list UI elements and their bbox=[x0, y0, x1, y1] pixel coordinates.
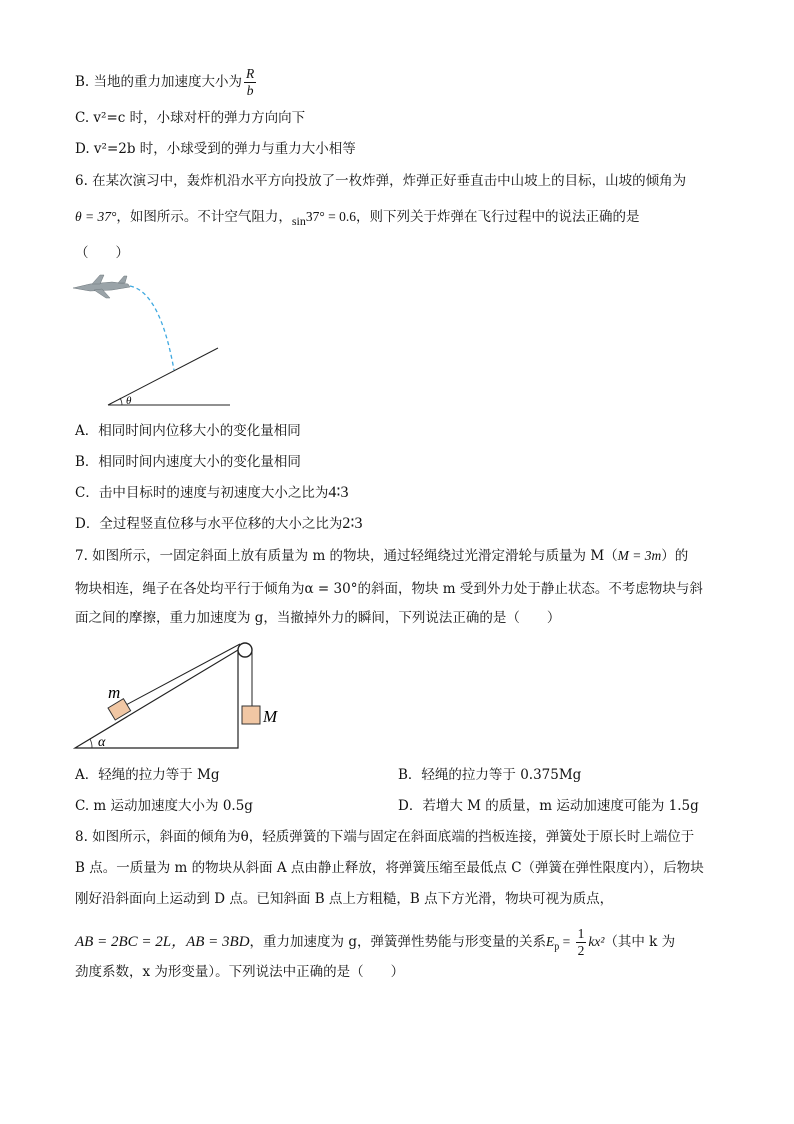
q8-equation-2: AB = 3BD bbox=[186, 934, 250, 950]
pulley-icon bbox=[238, 643, 252, 657]
q8-equation-1: AB = 2BC = 2L， bbox=[75, 934, 187, 950]
q6-option-d-text: D．全过程竖直位移与水平位移的大小之比为 bbox=[75, 516, 343, 532]
q6-option-d bbox=[75, 515, 363, 533]
q6-stem-mid: ，如图所示。不计空气阻力， bbox=[116, 209, 292, 225]
q5-option-b-fraction bbox=[244, 66, 256, 99]
q7-figure bbox=[70, 636, 300, 756]
slope-line bbox=[108, 348, 218, 405]
q6-theta-expression: θ = 37° bbox=[75, 209, 117, 224]
q8-stem-line4-end: （其中 k 为 bbox=[604, 934, 676, 950]
q7-figure-M-label: M bbox=[263, 707, 278, 726]
q7-stem-line1-b: ）的 bbox=[661, 548, 689, 564]
fraction-denominator: 2 bbox=[577, 943, 585, 958]
q5-option-b bbox=[75, 66, 258, 99]
q8-ep-subscript: p bbox=[554, 941, 560, 953]
q6-option-c bbox=[75, 484, 349, 502]
q8-half-fraction bbox=[576, 926, 587, 959]
q8-stem-line3: 刚好沿斜面向上运动到 D 点。已知斜面 B 点上方粗糙，B 点下方光滑，物块可视为质点， bbox=[75, 891, 614, 907]
q7-stem-line1-a: 7. 如图所示，一固定斜面上放有质量为 m 的物块，通过轻绳绕过光滑定滑轮与质量为 M（ bbox=[75, 548, 618, 564]
q7-option-a: A．轻绳的拉力等于 Mg bbox=[75, 767, 220, 783]
fraction-numerator: R bbox=[246, 66, 255, 81]
q7-stem-line1 bbox=[75, 547, 688, 565]
jet-icon bbox=[73, 275, 130, 298]
fraction-numerator: 1 bbox=[577, 926, 585, 941]
q7-stem-line3: 面之间的摩擦，重力加速度为 g，当撤掉外力的瞬间，下列说法正确的是（ ） bbox=[75, 610, 561, 626]
q7-stem-line2: 物块相连，绳子在各处均平行于倾角为α = 30°的斜面，物块 m 受到外力处于静止状态。不考虑物块与斜 bbox=[75, 581, 703, 597]
q6-option-c-text: C．击中目标时的速度与初速度大小之比为 bbox=[75, 485, 329, 501]
q7-figure-alpha-label: α bbox=[98, 735, 106, 750]
block-M bbox=[242, 706, 260, 724]
q6-option-a: A．相同时间内位移大小的变化量相同 bbox=[75, 423, 301, 439]
q7-mass-expression: M = 3m bbox=[617, 548, 662, 563]
q6-stem-line2 bbox=[75, 208, 640, 226]
q8-ep-tail: kx² bbox=[588, 934, 605, 949]
q7-figure-m-label: m bbox=[108, 683, 121, 702]
q6-sin-expression: 37° = 0.6 bbox=[305, 209, 357, 224]
q8-ep-symbol: E bbox=[545, 934, 555, 949]
q6-stem-end: ，则下列关于炸弹在飞行过程中的说法正确的是 bbox=[356, 209, 640, 225]
q6-figure bbox=[70, 272, 240, 412]
q6-figure-theta-label: θ bbox=[126, 395, 132, 407]
q6-answer-blank: （ ） bbox=[75, 245, 129, 261]
q7-option-d: D．若增大 M 的质量，m 运动加速度可能为 1.5g bbox=[398, 798, 699, 814]
angle-alpha-arc bbox=[90, 739, 92, 748]
q7-option-b: B．轻绳的拉力等于 0.375Mg bbox=[398, 767, 582, 783]
rope-incline bbox=[124, 644, 240, 706]
fraction-denominator: b bbox=[246, 83, 254, 98]
q5-option-d: D. v²=2b 时，小球受到的弹力与重力大小相等 bbox=[75, 141, 356, 157]
q5-option-b-text: B. 当地的重力加速度大小为 bbox=[75, 74, 243, 90]
q6-option-b: B．相同时间内速度大小的变化量相同 bbox=[75, 454, 301, 470]
q6-option-c-ratio: 4∶3 bbox=[328, 484, 349, 501]
angle-arc bbox=[120, 398, 122, 405]
q6-option-d-ratio: 2∶3 bbox=[342, 515, 363, 532]
q8-stem-line2: B 点。一质量为 m 的物块从斜面 A 点由静止释放，将弹簧压缩至最低点 C（弹簧在弹性限度内），后物块 bbox=[75, 860, 704, 876]
q6-sin-label: sin bbox=[291, 214, 306, 228]
q6-stem-line1: 6. 在某次演习中，轰炸机沿水平方向投放了一枚炸弹，炸弹正好垂直击中山坡上的目标，山坡的倾角为 bbox=[75, 173, 687, 189]
q8-stem-line4-mid: ，重力加速度为 g，弹簧弹性势能与形变量的关系 bbox=[249, 934, 546, 950]
q8-ep-equals: = bbox=[559, 934, 574, 949]
q5-option-c: C. v²=c 时，小球对杆的弹力方向向下 bbox=[75, 110, 306, 126]
q8-stem-line4 bbox=[75, 926, 675, 959]
incline-triangle bbox=[75, 650, 238, 748]
bomb-trajectory bbox=[130, 286, 174, 370]
q8-stem-line5: 劲度系数，x 为形变量）。下列说法中正确的是（ ） bbox=[75, 964, 405, 980]
q8-stem-line1: 8. 如图所示，斜面的倾角为θ，轻质弹簧的下端与固定在斜面底端的挡板连接，弹簧处于原长时上端位于 bbox=[75, 829, 695, 845]
q7-option-c: C. m 运动加速度大小为 0.5g bbox=[75, 798, 253, 814]
